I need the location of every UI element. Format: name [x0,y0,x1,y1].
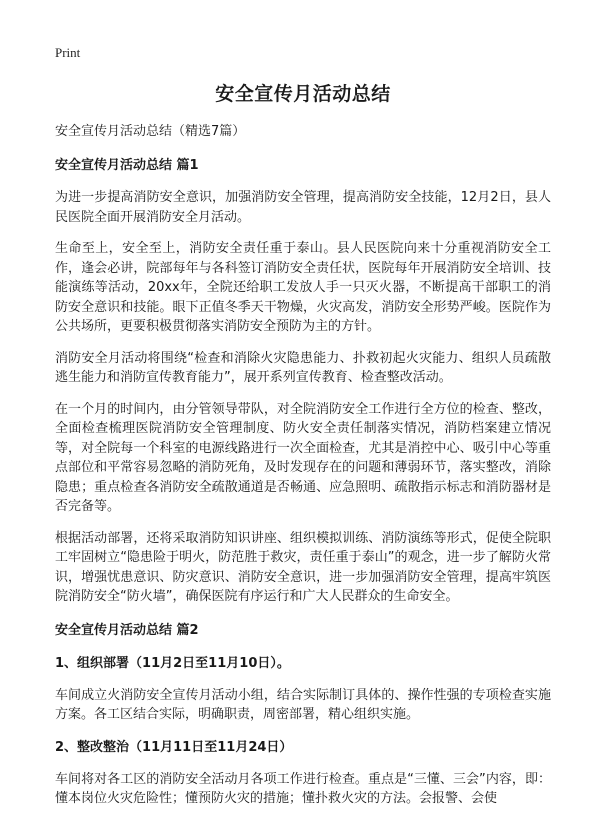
paragraph: 根据活动部署，还将采取消防知识讲座、组织模拟训练、消防演练等形式，促使全院职工牢固树立“隐患险于明火，防范胜于救灾，责任重于泰山”的观念，进一步了解防火常识，增强忧患意识、防灾意识、消防安全意识，进一步加强消防安全管理，提高牢筑医院消防安全“防火墙”，确保医院有序运行和广大人民群众的生命安全。 [55,530,551,604]
paragraph: 消防安全月活动将围绕“检查和消除火灾隐患能力、扑救初起火灾能力、组织人员疏散逃生能力和消防宣传教育能力”，展开系列宣传教育、检查整改活动。 [55,350,551,385]
paragraph: 车间成立火消防安全宣传月活动小组，结合实际制订具体的、操作性强的专项检查实施方案。各工区结合实际，明确职责，周密部署，精心组织实施。 [55,687,551,722]
document-body [55,78,551,809]
paragraph: 车间将对各工区的消防安全活动月各项工作进行检查。重点是“三懂、三会”内容，即：懂本岗位火灾危险性；懂预防火灾的措施；懂扑救火灾的方法。会报警、会使 [55,771,551,806]
document-subtitle: 安全宣传月活动总结（精选7篇） [55,124,246,139]
section-heading: 安全宣传月活动总结 篇1 [55,158,199,173]
paragraph: 生命至上，安全至上，消防安全责任重于泰山。县人民医院向来十分重视消防安全工作，逢会必讲，院部每年与各科签订消防安全责任状，医院每年开展消防安全培训、技能演练等活动，20xx年，全院还给职工发放人手一只灭火器，不断提高干部职工的消防安全意识和技能。眼下正值冬季天干物燥，火灾高发，消防安全形势严峻。医院作为公共场所，更要积极贯彻落实消防安全预防为主的方针。 [55,241,551,334]
document-title: 安全宣传月活动总结 [215,83,391,105]
sub-heading: 2、整改整治（11月11日至11月24日） [55,739,293,755]
section-heading: 安全宣传月活动总结 篇2 [55,622,199,638]
sub-heading: 1、组织部署（11月2日至11月10日）。 [55,655,290,671]
paragraph: 在一个月的时间内，由分管领导带队，对全院消防安全工作进行全方位的检查、整改，全面检查梳理医院消防安全管理制度、防火安全责任制落实情况，消防档案建立情况等，对全院每一个科室的电源线路进行一次全面检查，尤其是消控中心、吸引中心等重点部位和平常容易忽略的消防死角，及时发现存在的问题和薄弱环节，落实整改，消除隐患；重点检查各消防安全疏散通道是否畅通、应急照明、疏散指示标志和消防器材是否完备等。 [55,401,551,514]
paragraph: 为进一步提高消防安全意识，加强消防安全管理，提高消防安全技能，12月2日，县人民医院全面开展消防安全月活动。 [55,190,551,225]
print-link[interactable]: Print [55,45,81,60]
